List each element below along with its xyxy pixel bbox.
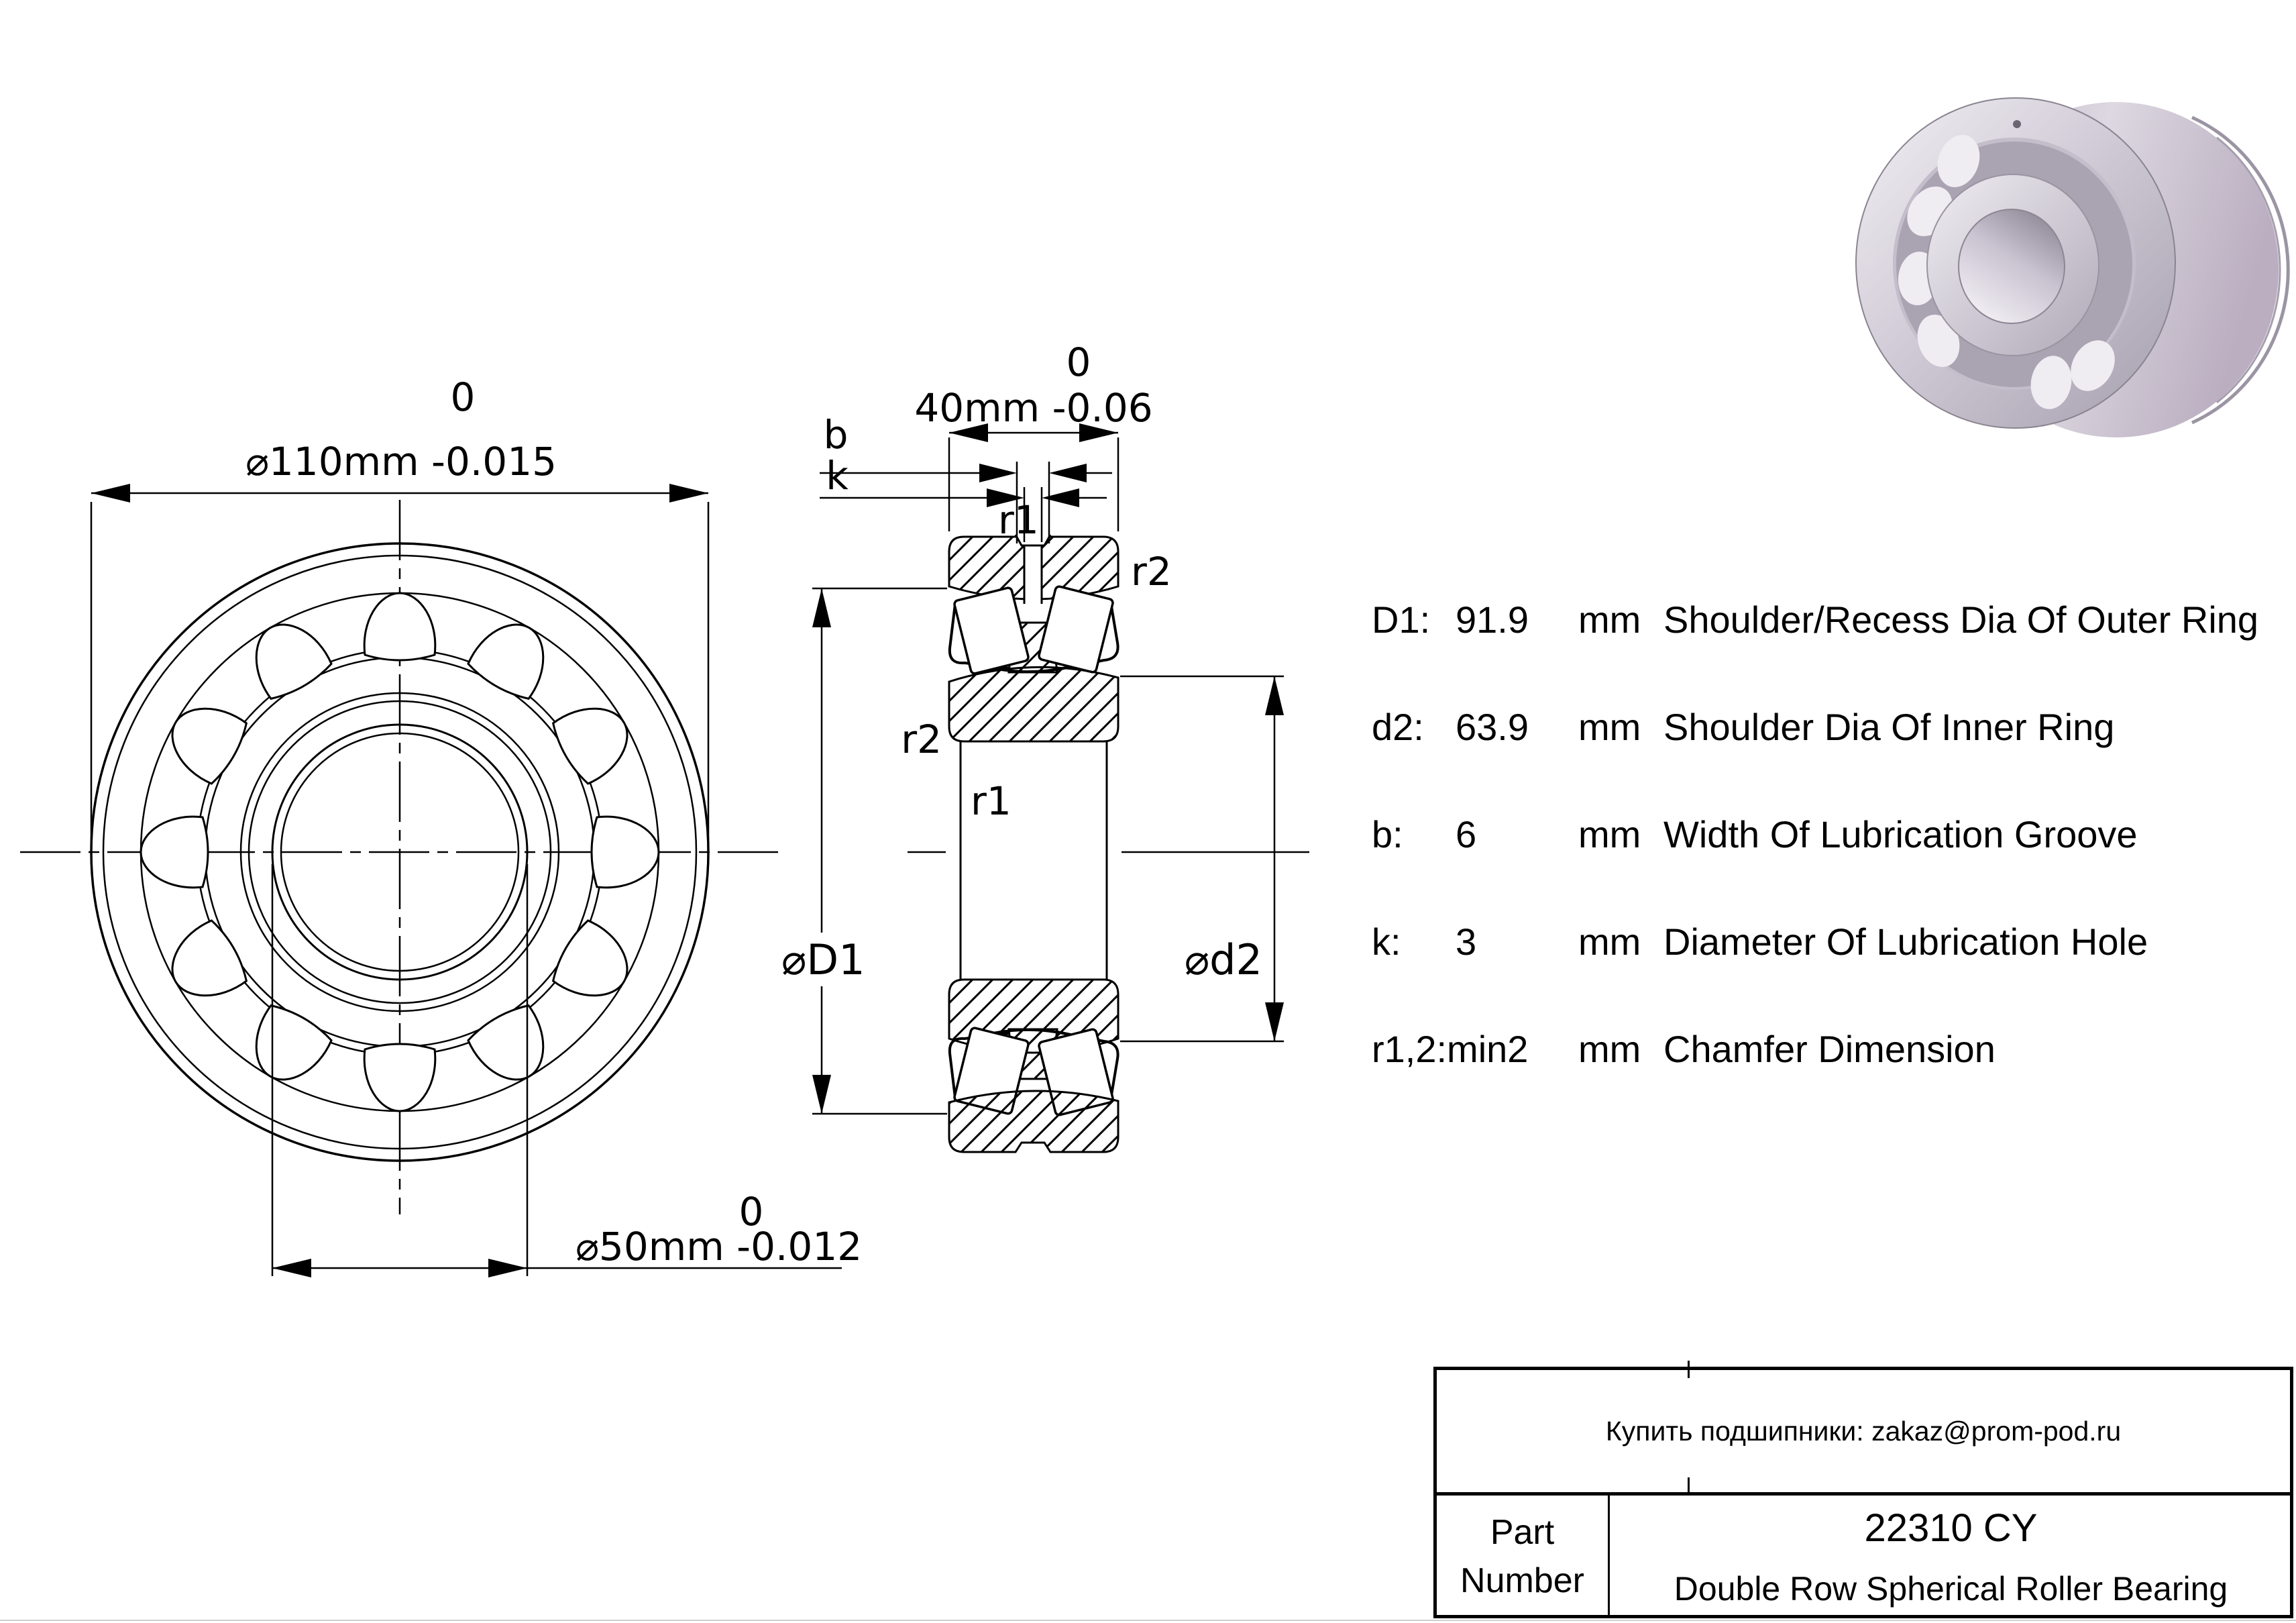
spec-param: b: [1372,813,1403,855]
render-speck [2013,120,2021,128]
arrowhead-down [1265,1002,1284,1041]
spec-desc: Diameter Of Lubrication Hole [1663,921,2148,963]
label-r2-left: r2 [901,717,942,762]
dim-bore-text: ⌀50mm -0.012 [576,1224,863,1269]
spec-param: d2: [1372,706,1424,748]
spec-value: 63.9 [1456,706,1529,748]
dim-d2 [1120,676,1284,1041]
label-d1: ⌀D1 [781,935,865,984]
roller [239,610,334,703]
spec-unit: mm [1578,706,1641,748]
dim-width-tolerance: 0 [1066,339,1091,385]
spec-value: 6 [1456,813,1477,855]
spec-unit: mm [1578,598,1641,641]
part-label-line2: Number [1460,1561,1584,1600]
spec-desc: Width Of Lubrication Groove [1663,813,2138,855]
roller [364,1044,435,1111]
part-label-line1: Part [1490,1512,1555,1552]
title-block [1433,1367,2293,1618]
arrowhead [979,464,1017,482]
spec-value: 3 [1456,921,1477,963]
part-description: Double Row Spherical Roller Bearing [1674,1570,2228,1608]
spec-unit: mm [1578,1028,1641,1070]
dim-outer-text: ⌀110mm -0.015 [245,439,557,484]
arrowhead-down [812,1075,831,1114]
spec-desc: Shoulder Dia Of Inner Ring [1663,706,2115,748]
label-r1-bore: r1 [971,778,1012,824]
spec-param: D1: [1372,598,1431,641]
roller [548,692,641,786]
arrowhead-up [1265,676,1284,715]
roller [465,610,559,703]
roller [141,817,208,888]
spec-unit: mm [1578,813,1641,855]
label-r2-top-right: r2 [1131,549,1172,594]
page-bottom-border [0,1620,2296,1621]
dim-outer-tolerance: 0 [450,374,476,420]
roller [158,917,251,1012]
arrowhead [1049,464,1087,482]
outer-ring-bottom-section [949,1091,1118,1152]
roller [158,692,251,786]
render-bore [1959,209,2065,323]
arrowhead-left [272,1259,311,1277]
spherical-roller-section [954,587,1029,674]
lubrication-hole [1024,538,1042,604]
label-r1-top: r1 [998,497,1039,543]
title-block-contact-cell [1437,1370,2290,1492]
section-view [781,339,1309,1152]
part-number-value-cell [1612,1496,2290,1618]
arrowhead-right [488,1259,527,1277]
arrowhead-left [91,484,130,503]
contact-text: Купить подшипники: zakaz@prom-pod.ru [1605,1415,2122,1447]
arrowhead-right [669,484,708,503]
roller [239,1000,334,1094]
title-block-bottom [1437,1496,2290,1618]
registration-tick [1688,1361,1690,1378]
part-number: 22310 CY [1864,1506,2038,1550]
label-d2: ⌀d2 [1184,935,1262,984]
front-view [20,374,862,1277]
label-k: k [826,453,849,499]
roller [364,593,435,660]
roller [548,917,641,1012]
dim-d1 [812,588,947,1114]
roller [465,1000,559,1094]
dim-hole-diameter [820,487,1107,542]
spec-param: k: [1372,921,1401,963]
spec-value: 91.9 [1456,598,1529,641]
spec-unit: mm [1578,921,1641,963]
bearing-3d-render [1856,98,2288,437]
arrowhead [1042,488,1079,507]
spec-param: r1,2:min2 [1372,1028,1529,1070]
dim-bore-tolerance: 0 [739,1189,764,1235]
dim-width-text: 40mm -0.06 [914,385,1153,431]
spec-desc: Chamfer Dimension [1663,1028,1996,1070]
roller [592,817,659,888]
spec-desc: Shoulder/Recess Dia Of Outer Ring [1663,598,2259,641]
label-b: b [823,412,849,458]
inner-ring-top-section [949,667,1118,741]
part-number-label-cell [1437,1496,1610,1618]
arrowhead-up [812,588,831,627]
